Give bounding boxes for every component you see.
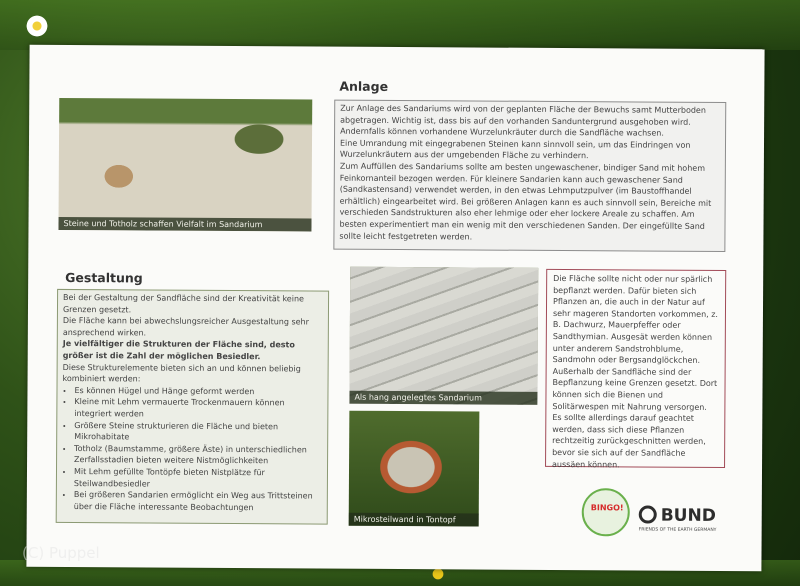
gestaltung-emphasis: Je vielfältiger die Strukturen der Fläche sind, desto größer ist die Zahl der möglichen Besiedler. (62, 339, 295, 362)
bund-logo-mark (639, 505, 657, 523)
list-item: • Totholz (Baumstamme, größere Äste) in unterschiedlichen Zerfallsstadien bieten weitere Nistmöglichkeiten (74, 443, 322, 468)
anlage-paragraph-3: Zum Auffüllen des Sandariums sollte am besten ungewaschener, bindiger Sand mit hohem Feinkornanteil bezogen werden. Für kleinere Sandarien kann auch gewaschener Sand (Sandkastensand) verwendet werden, in den etwas Lehmputzpulver (im Baustoffhandel erhältlich) eingearbeitet wird. Bei größeren Anlagen kann es auch sinnvoll sein, Bereiche mit verschieden Sandstrukturen also eher lehmige oder eher lockere Areale zu schaffen. Am besten experimentiert man ein wenig mit den verschiedenen Sanden. Der eingefüllte Sand sollte leicht festgetreten werden. (339, 161, 712, 241)
list-item: • Bei größeren Sandarien ermöglicht ein Weg aus Trittsteinen über die Fläche interessante Beobachtungen (74, 489, 322, 514)
section-heading-anlage: Anlage (339, 78, 389, 94)
anlage-paragraph-2: Eine Umrandung mit eingegrabenen Steinen kann sinnvoll sein, um das Eindringen von Wurzelunkräutern aus der umgebenden Fläche zu verhindern. (339, 138, 691, 161)
gestaltung-lead: Diese Strukturelemente bieten sich an und können beliebig kombiniert werden: (62, 362, 301, 384)
bund-logo-subtitle: FRIENDS OF THE EARTH GERMANY (638, 527, 717, 533)
photo-hang-sandarium (349, 267, 538, 405)
list-item: • Kleine mit Lehm vermauerte Trockenmauern können integriert werden (74, 396, 322, 421)
photo-caption: Als hang angelegtes Sandarium (349, 391, 537, 405)
photo-caption: Steine und Totholz schaffen Vielfalt im Sandarium (58, 217, 311, 232)
photo-caption: Mikrosteilwand in Tontopf (349, 513, 479, 527)
grass-texture (0, 0, 800, 50)
pflanzen-text: Die Fläche sollte nicht oder nur spärlich bepflanzt werden. Dafür bieten sich Pflanzen an, die auch in der Natur auf sehr mageren Standorten vorkommen, z. B. Dachwurz, Mauerpfeffer oder Sandthymian. Ausgesät werden können unter anderem Sandstrohblume, Sandmohn oder Bergsandglöckchen. Außerhalb der Sandfläche sind der Bepflanzung keine Grenzen gesetzt. Dort können sich die Bienen und Solitärwespen mit Nahrung versorgen. Es sollte allerdings darauf geachtet werden, dass sich diese Pflanzen rechtzeitig zurückgeschnitten werden, bevor sie sich auf der Sandfläche aussäen können. (552, 273, 719, 469)
anlage-paragraph-1: Zur Anlage des Sandariums wird von der geplanten Fläche der Bewuchs samt Mutterboden abgetragen. Wichtig ist, dass bis auf den vorhanden Sanduntergrund ausgehoben wird. Andernfalls können vorhandene Wurzelunkräuter durch die Sandfläche wachsen. (340, 103, 706, 138)
anlage-text-box (333, 100, 726, 252)
photo-stones-totholz (58, 98, 312, 232)
gestaltung-text-box (56, 289, 329, 525)
info-sign-board (26, 45, 764, 571)
bingo-logo (582, 488, 630, 536)
gestaltung-intro-2: Die Fläche kann bei abwechslungsreicher Ausgestaltung sehr ansprechend wirken. (62, 316, 309, 338)
watermark-text: (C) Puppel (22, 544, 100, 562)
gestaltung-bullet-list (62, 385, 323, 514)
list-item: • Mit Lehm gefüllte Tontöpfe bieten Nistplätze für Steilwandbesiedler (74, 466, 322, 491)
photo-tontopf (349, 411, 480, 527)
bund-logo (637, 503, 737, 544)
bingo-logo-text: BINGO! (590, 503, 624, 513)
gestaltung-intro-1: Bei der Gestaltung der Sandfläche sind der Kreativität keine Grenzen gesetzt. (62, 292, 305, 314)
daisy-flower (25, 14, 49, 38)
pflanzen-text-box (545, 269, 726, 468)
list-item: • Größere Steine strukturieren die Fläche und bieten Mikrohabitate (74, 420, 322, 445)
list-item: • Es können Hügel und Hänge geformt werden (74, 385, 322, 398)
bund-logo-text: BUND (660, 505, 716, 526)
section-heading-gestaltung: Gestaltung (65, 269, 143, 286)
